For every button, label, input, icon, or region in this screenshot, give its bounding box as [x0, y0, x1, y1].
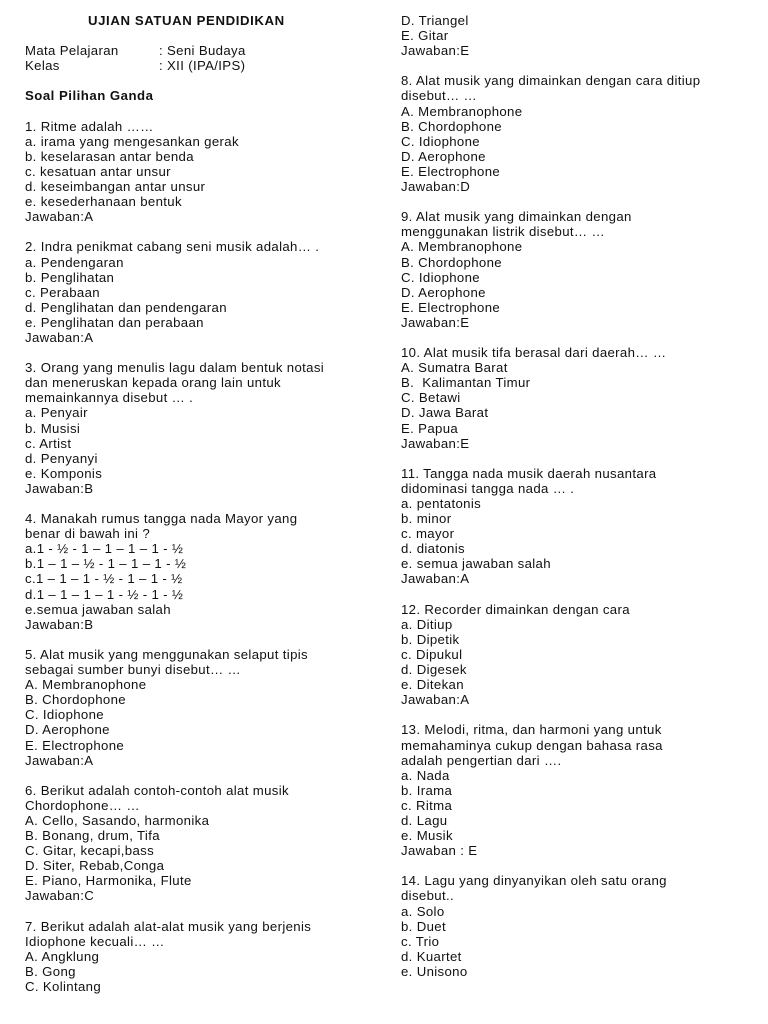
answer-option: D. Triangel: [401, 13, 469, 28]
answer-option: A. Cello, Sasando, harmonika: [25, 812, 210, 828]
answer-option: E. Electrophone: [25, 737, 125, 753]
question-text: memainkannya disebut … .: [25, 390, 194, 406]
right-column: [401, 13, 756, 979]
answer-option: c. Trio: [401, 933, 440, 949]
answer-option: C. Gitar, kecapi,bass: [25, 843, 155, 859]
question-text: Chordophone… …: [25, 797, 140, 813]
question-text: 12. Recorder dimainkan dengan cara: [401, 601, 630, 617]
answer-option: d.1 – 1 – 1 – 1 - ½ - 1 - ½: [25, 586, 184, 602]
question-block: [401, 345, 756, 466]
question-text: 13. Melodi, ritma, dan harmoni yang untuk: [401, 722, 662, 738]
answer-option: a. Penyair: [25, 405, 88, 421]
answer-option: B. Chordophone: [25, 692, 126, 708]
answer-option: D. Aerophone: [401, 148, 486, 164]
spacer: [401, 194, 756, 209]
answer-option: A. Angklung: [25, 948, 100, 964]
answer-option: a. Solo: [401, 903, 445, 919]
answer-option: C. Kolintang: [25, 979, 102, 994]
answer-key: Jawaban:A: [401, 692, 470, 708]
answer-key: Jawaban:E: [401, 314, 470, 330]
answer-option: e. Ditekan: [401, 677, 464, 693]
answer-option: c. Artist: [25, 435, 72, 451]
question-text: 8. Alat musik yang dimainkan dengan cara ditiup: [401, 73, 701, 89]
page-title: UJIAN SATUAN PENDIDIKAN: [88, 13, 285, 28]
answer-option: e. Unisono: [401, 963, 468, 979]
answer-option: b. Musisi: [25, 420, 81, 436]
answer-option: d. Penglihatan dan pendengaran: [25, 299, 227, 315]
spacer: [25, 768, 380, 783]
answer-option: e. Komponis: [25, 465, 103, 481]
answer-key: Jawaban:B: [25, 616, 94, 632]
spacer: [25, 496, 380, 511]
spacer: [25, 73, 380, 88]
answer-option: b. Irama: [401, 782, 453, 798]
answer-key: Jawaban:E: [401, 43, 470, 59]
answer-option: E. Electrophone: [401, 299, 501, 315]
answer-option: d. Digesek: [401, 662, 467, 678]
answer-option: c. mayor: [401, 526, 455, 542]
question-text: disebut… …: [401, 88, 478, 104]
spacer: [25, 104, 380, 119]
answer-option: B. Chordophone: [401, 118, 502, 134]
question-text: 4. Manakah rumus tangga nada Mayor yang: [25, 511, 298, 527]
answer-option: d. keseimbangan antar unsur: [25, 179, 206, 195]
answer-option: e. Penglihatan dan perabaan: [25, 314, 204, 330]
left-column: [25, 13, 380, 994]
answer-option: a. irama yang mengesankan gerak: [25, 133, 239, 149]
question-text: 7. Berikut adalah alat-alat musik yang berjenis: [25, 918, 312, 934]
question-text: memahaminya cukup dengan bahasa rasa: [401, 737, 663, 753]
answer-option: D. Siter, Rebab,Conga: [25, 858, 165, 874]
answer-option: C. Idiophone: [401, 269, 480, 285]
answer-option: e. kesederhanaan bentuk: [25, 194, 182, 210]
spacer: [401, 587, 756, 602]
question-text: 10. Alat musik tifa berasal dari daerah… …: [401, 345, 667, 361]
answer-option: C. Idiophone: [401, 133, 480, 149]
question-text: 6. Berikut adalah contoh-contoh alat musik: [25, 782, 289, 798]
answer-option: D. Jawa Barat: [401, 405, 489, 421]
spacer: [401, 451, 756, 466]
answer-option: e. Musik: [401, 828, 453, 844]
question-text: didominasi tangga nada … .: [401, 480, 575, 496]
answer-option: C. Betawi: [401, 390, 461, 406]
spacer: [401, 330, 756, 345]
question-block: [401, 722, 756, 873]
answer-option: d. Lagu: [401, 812, 448, 828]
spacer: [25, 345, 380, 360]
question-text: adalah pengertian dari ….: [401, 752, 562, 768]
answer-option: c. Perabaan: [25, 284, 100, 300]
answer-option: A. Sumatra Barat: [401, 360, 508, 376]
answer-option: C. Idiophone: [25, 707, 104, 723]
answer-option: b. Penglihatan: [25, 269, 115, 285]
question-block: [401, 466, 756, 602]
question-text: menggunakan listrik disebut… …: [401, 224, 606, 240]
question-block: [25, 239, 380, 360]
question-text: 11. Tangga nada musik daerah nusantara: [401, 465, 657, 481]
class-label: Kelas: [25, 58, 60, 74]
section-title: Soal Pilihan Ganda: [25, 88, 154, 104]
answer-option: b. minor: [401, 511, 452, 527]
question-text: Idiophone kecuali… …: [25, 933, 165, 949]
question-text: sebagai sumber bunyi disebut… …: [25, 662, 242, 678]
answer-key: Jawaban:A: [25, 209, 94, 225]
answer-key: Jawaban:A: [25, 752, 94, 768]
answer-option: A. Membranophone: [401, 239, 523, 255]
answer-option: e.semua jawaban salah: [25, 601, 171, 617]
answer-key: Jawaban:A: [25, 329, 94, 345]
answer-option: c. kesatuan antar unsur: [25, 163, 171, 179]
question-block: [25, 919, 380, 994]
subject-value: : Seni Budaya: [159, 43, 246, 59]
answer-key: Jawaban:D: [401, 179, 471, 195]
question-block: [401, 602, 756, 723]
answer-option: c. Ritma: [401, 797, 453, 813]
spacer: [401, 858, 756, 873]
question-text: 5. Alat musik yang menggunakan selaput tipis: [25, 646, 308, 662]
answer-option: d. Penyanyi: [25, 450, 98, 466]
answer-option: e. semua jawaban salah: [401, 556, 551, 572]
answer-option: B. Kalimantan Timur: [401, 375, 531, 391]
question-text: dan meneruskan kepada orang lain untuk: [25, 375, 281, 391]
spacer: [25, 224, 380, 239]
answer-key: Jawaban:C: [25, 888, 95, 904]
answer-option: E. Piano, Harmonika, Flute: [25, 873, 192, 889]
answer-option: E. Electrophone: [401, 163, 501, 179]
question-text: disebut..: [401, 888, 455, 904]
answer-option: a. Ditiup: [401, 616, 453, 632]
subject-label: Mata Pelajaran: [25, 43, 119, 59]
answer-option: b. keselarasan antar benda: [25, 148, 194, 164]
spacer: [25, 904, 380, 919]
question-block: [25, 511, 380, 647]
answer-key: Jawaban:B: [25, 480, 94, 496]
question-block: [401, 73, 756, 209]
answer-option: b. Dipetik: [401, 631, 460, 647]
spacer: [25, 28, 380, 43]
question-list: [25, 119, 380, 994]
answer-option: a. Pendengaran: [25, 254, 124, 270]
answer-option: a. Nada: [401, 767, 450, 783]
answer-option: A. Membranophone: [25, 677, 147, 693]
question-list: [401, 13, 756, 979]
question-block: [401, 873, 756, 979]
question-text: 3. Orang yang menulis lagu dalam bentuk notasi: [25, 360, 325, 376]
spacer: [401, 58, 756, 73]
question-text: 1. Ritme adalah ……: [25, 118, 154, 134]
spacer: [25, 632, 380, 647]
question-block: [25, 119, 380, 240]
answer-key: Jawaban : E: [401, 843, 478, 859]
class-row: [25, 58, 380, 73]
question-text: benar di bawah ini ?: [25, 526, 151, 542]
answer-option: a. pentatonis: [401, 496, 482, 511]
answer-option: D. Aerophone: [25, 722, 110, 738]
answer-option: c. Dipukul: [401, 646, 463, 662]
answer-key: Jawaban:A: [401, 571, 470, 587]
answer-option: b. Duet: [401, 918, 446, 934]
subject-row: [25, 43, 380, 58]
class-value: : XII (IPA/IPS): [159, 58, 246, 74]
answer-option: B. Bonang, drum, Tifa: [25, 828, 160, 844]
answer-option: B. Gong: [25, 963, 76, 979]
answer-option: b.1 – 1 – ½ - 1 – 1 – 1 - ½: [25, 556, 187, 572]
question-block: [25, 783, 380, 919]
question-block: [25, 647, 380, 783]
answer-option: B. Chordophone: [401, 254, 502, 270]
answer-option: A. Membranophone: [401, 103, 523, 119]
spacer: [401, 707, 756, 722]
question-text: 9. Alat musik yang dimainkan dengan: [401, 209, 632, 225]
answer-option: c.1 – 1 – 1 - ½ - 1 – 1 - ½: [25, 571, 183, 587]
answer-option: a.1 - ½ - 1 – 1 – 1 – 1 - ½: [25, 541, 184, 557]
answer-option: D. Aerophone: [401, 284, 486, 300]
answer-option: E. Papua: [401, 420, 459, 436]
answer-option: d. Kuartet: [401, 948, 462, 964]
answer-option: d. diatonis: [401, 541, 465, 557]
answer-key: Jawaban:E: [401, 435, 470, 451]
question-text: 14. Lagu yang dinyanyikan oleh satu orang: [401, 873, 667, 889]
question-block: [401, 13, 756, 73]
question-block: [25, 360, 380, 511]
question-block: [401, 209, 756, 345]
answer-option: E. Gitar: [401, 28, 449, 44]
question-text: 2. Indra penikmat cabang seni musik adalah… .: [25, 239, 320, 255]
